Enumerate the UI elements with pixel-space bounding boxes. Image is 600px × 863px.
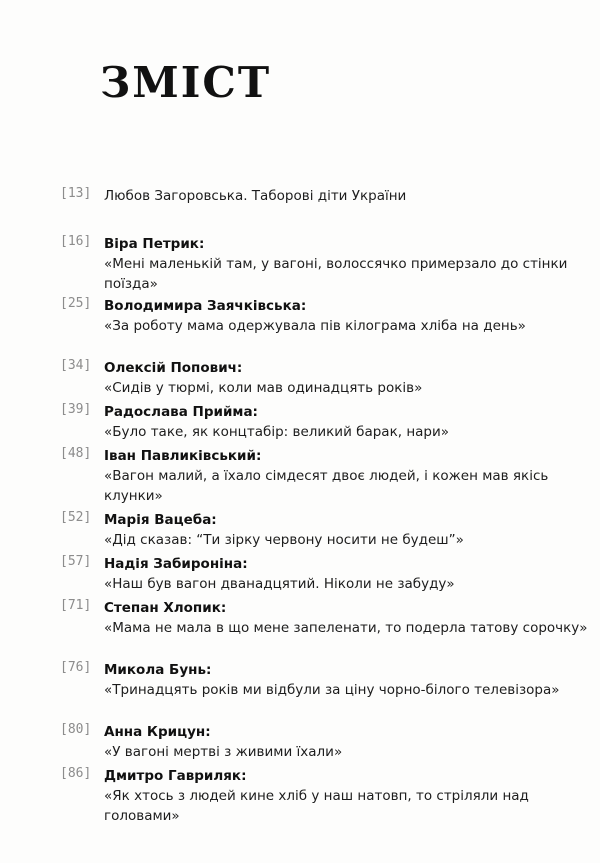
entry-author: Віра Петрик: — [104, 236, 205, 252]
toc-entry — [60, 402, 600, 442]
entry-author: Микола Бунь: — [104, 662, 212, 678]
toc-entry — [60, 446, 600, 506]
toc-entry — [60, 660, 600, 700]
toc-entry — [60, 510, 600, 550]
page-number: [39] — [60, 402, 92, 417]
toc-entry — [60, 722, 600, 762]
page-number: [57] — [60, 554, 92, 569]
page-number: [76] — [60, 660, 92, 675]
toc-entry — [60, 234, 600, 294]
toc-entry — [60, 296, 600, 336]
entry-author: Радослава Прийма: — [104, 404, 258, 420]
entry-quote: «Було таке, як концтабір: великий барак, нари» — [104, 424, 450, 440]
page-number: [25] — [60, 296, 92, 311]
entry-quote: «Сидів у тюрмі, коли мав одинадцять років» — [104, 380, 423, 396]
entry-author: Надія Забироніна: — [104, 556, 248, 572]
page-number: [48] — [60, 446, 92, 461]
toc-entry — [60, 186, 600, 206]
entry-author: Дмитро Гавриляк: — [104, 768, 247, 784]
page-number: [34] — [60, 358, 92, 373]
page-title: ЗМІСТ — [100, 58, 272, 107]
entry-author: Володимира Заячківська: — [104, 298, 307, 314]
entry-author: Анна Крицун: — [104, 724, 211, 740]
entry-quote: «Мама не мала в що мене запеленати, то подерла татову сорочку» — [104, 620, 588, 636]
entry-author: Степан Хлопик: — [104, 600, 227, 616]
page-number: [80] — [60, 722, 92, 737]
entry-author: Іван Павликівський: — [104, 448, 262, 464]
toc-entry — [60, 554, 600, 594]
page-number: [71] — [60, 598, 92, 613]
entry-quote: «Мені маленькій там, у вагоні, волоссячко примерзало до стінки поїзда» — [104, 256, 568, 292]
entry-author: Марія Вацеба: — [104, 512, 217, 528]
page-number: [16] — [60, 234, 92, 249]
entry-quote: «За роботу мама одержувала пів кілограма хліба на день» — [104, 318, 526, 334]
entry-quote: «Вагон малий, а їхало сімдесят двоє людей, і кожен мав якісь клунки» — [104, 468, 549, 504]
page-number: [86] — [60, 766, 92, 781]
toc-entry — [60, 766, 600, 826]
toc-entry — [60, 358, 600, 398]
page-number: [13] — [60, 186, 92, 201]
page-number: [52] — [60, 510, 92, 525]
entry-quote: «У вагоні мертві з живими їхали» — [104, 744, 343, 760]
entry-quote: «Як хтось з людей кине хліб у наш натовп, то стріляли над головами» — [104, 788, 529, 824]
toc-entry — [60, 598, 600, 638]
entry-quote: «Тринадцять років ми відбули за ціну чорно-білого телевізора» — [104, 682, 560, 698]
entry-quote: «Наш був вагон дванадцятий. Ніколи не забуду» — [104, 576, 455, 592]
entry-author: Олексій Попович: — [104, 360, 243, 376]
entry-quote: «Дід сказав: “Ти зірку червону носити не будеш”» — [104, 532, 464, 548]
entry-text: Любов Загоровська. Таборові діти України — [104, 188, 407, 204]
